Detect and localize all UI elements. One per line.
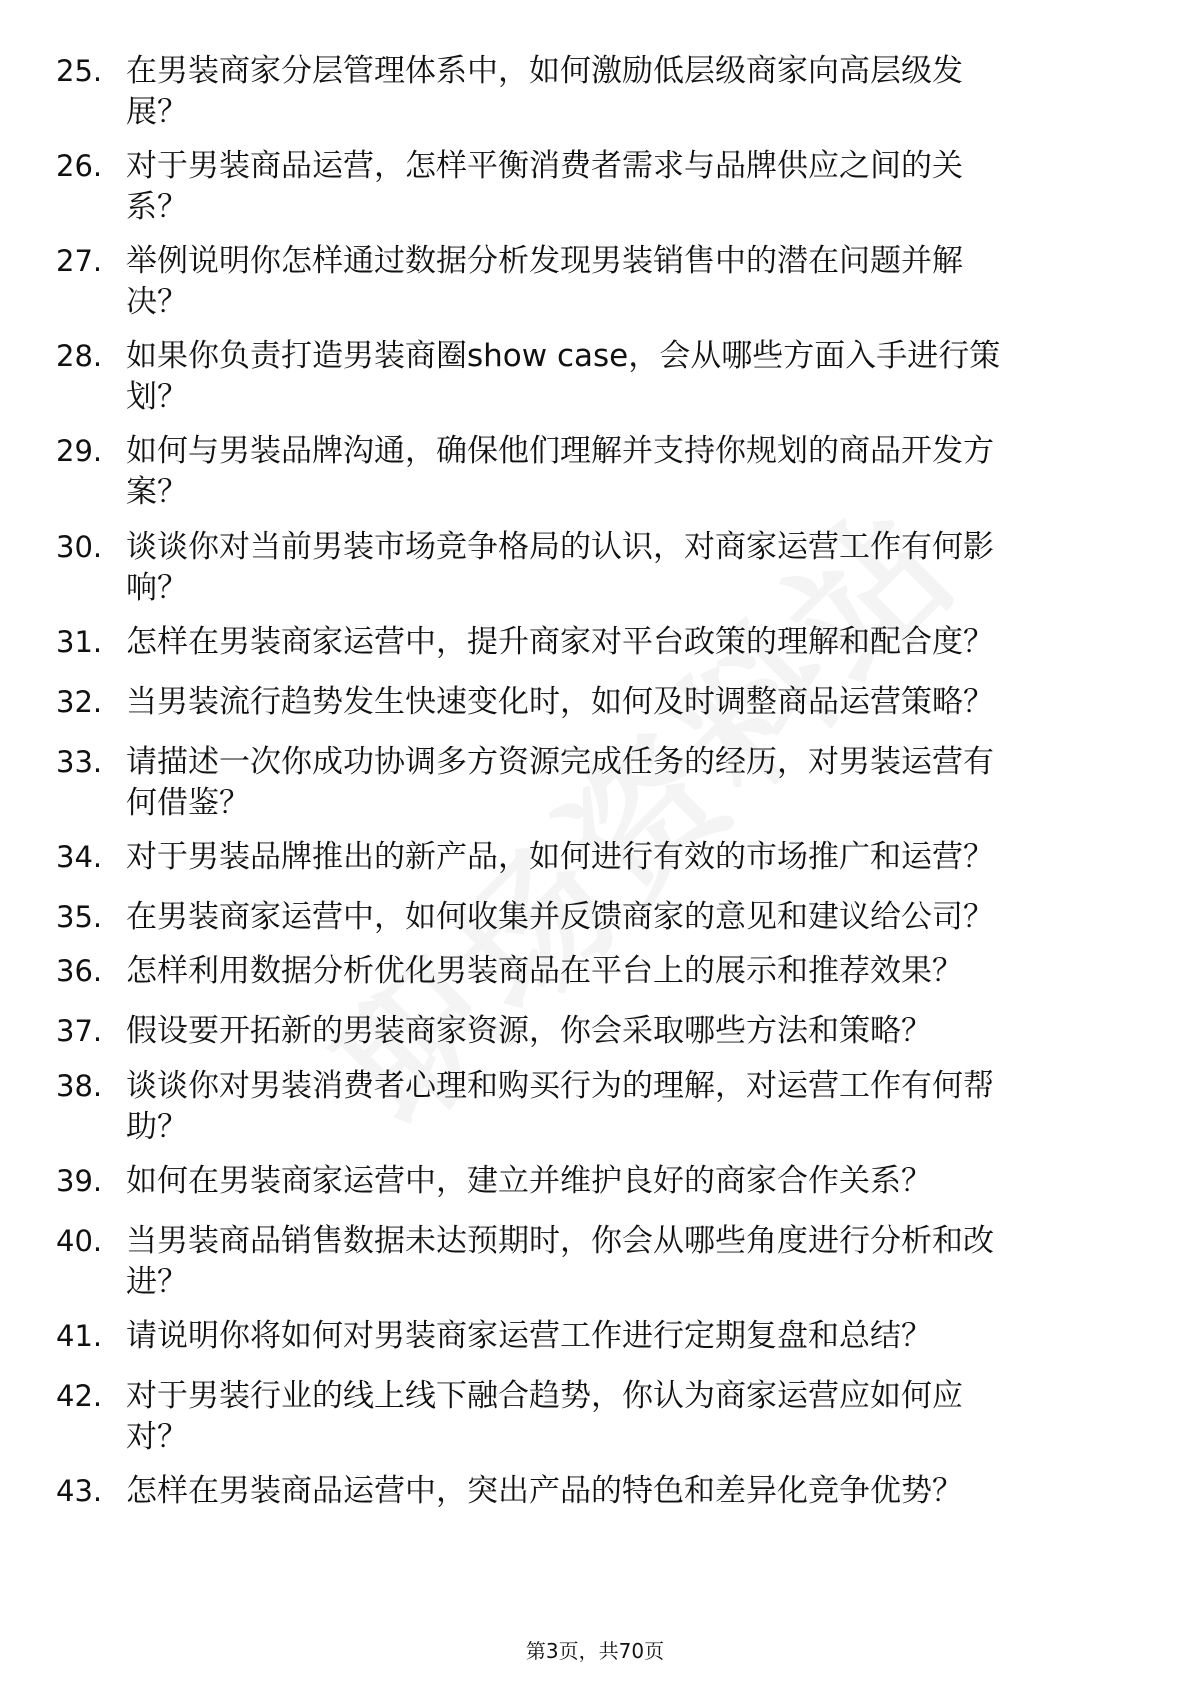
page-footer: 第3页，共70页 <box>525 1639 665 1663</box>
question-number: 28. <box>56 339 103 373</box>
question-text <box>126 837 1116 878</box>
question-number: 37. <box>56 1014 103 1048</box>
question-text-line: 举例说明你怎样通过数据分析发现男装销售中的潜在问题并解 <box>126 243 963 279</box>
question-text-line: 当男装流行趋势发生快速变化时，如何及时调整商品运营策略？ <box>126 684 994 720</box>
question-number: 34. <box>56 840 103 874</box>
question-text-line: 展？ <box>126 94 188 130</box>
question-text-line: 假设要开拓新的男装商家资源，你会采取哪些方法和策略？ <box>126 1013 932 1049</box>
question-text-line: 怎样利用数据分析优化男装商品在平台上的展示和推荐效果？ <box>126 953 963 989</box>
question-text <box>126 682 1116 723</box>
question-text <box>126 897 1116 938</box>
question-number: 39. <box>56 1164 103 1198</box>
question-text <box>126 336 1116 418</box>
question-text <box>126 1376 1116 1458</box>
question-text <box>126 622 1116 663</box>
question-text <box>126 431 1116 513</box>
question-text-line: 如何与男装品牌沟通，确保他们理解并支持你规划的商品开发方 <box>126 433 994 469</box>
question-text <box>126 1066 1116 1148</box>
question-number: 25. <box>56 54 103 88</box>
question-text-line: 请说明你将如何对男装商家运营工作进行定期复盘和总结？ <box>126 1318 932 1354</box>
question-text <box>126 742 1116 824</box>
question-text-line: 在男装商家运营中，如何收集并反馈商家的意见和建议给公司？ <box>126 899 994 935</box>
question-text <box>126 146 1116 228</box>
question-text <box>126 51 1116 133</box>
question-number: 33. <box>56 745 103 779</box>
question-text <box>126 241 1116 323</box>
question-text-line: 决？ <box>126 284 188 320</box>
question-text-line: 谈谈你对男装消费者心理和购买行为的理解，对运营工作有何帮 <box>126 1068 994 1104</box>
question-text-line: 如果你负责打造男装商圈show case，会从哪些方面入手进行策 <box>126 338 1001 374</box>
question-number: 40. <box>56 1224 103 1258</box>
question-number: 27. <box>56 244 103 278</box>
question-text-line: 对于男装商品运营，怎样平衡消费者需求与品牌供应之间的关 <box>126 148 963 184</box>
question-text <box>126 1161 1116 1202</box>
question-text <box>126 1316 1116 1357</box>
question-text-line: 谈谈你对当前男装市场竞争格局的认识，对商家运营工作有何影 <box>126 529 994 565</box>
question-number: 38. <box>56 1069 103 1103</box>
question-number: 29. <box>56 434 103 468</box>
question-text-line: 系？ <box>126 189 188 225</box>
question-text-line: 在男装商家分层管理体系中，如何激励低层级商家向高层级发 <box>126 53 963 89</box>
question-text-line: 当男装商品销售数据未达预期时，你会从哪些角度进行分析和改 <box>126 1223 994 1259</box>
question-text-line: 如何在男装商家运营中，建立并维护良好的商家合作关系？ <box>126 1163 932 1199</box>
question-text-line: 请描述一次你成功协调多方资源完成任务的经历，对男装运营有 <box>126 744 994 780</box>
question-text <box>126 951 1116 992</box>
question-text <box>126 1471 1116 1512</box>
question-number: 35. <box>56 900 103 934</box>
question-number: 41. <box>56 1319 103 1353</box>
question-text <box>126 1221 1116 1303</box>
question-number: 26. <box>56 149 103 183</box>
question-text-line: 对于男装品牌推出的新产品，如何进行有效的市场推广和运营？ <box>126 839 994 875</box>
question-text-line: 助？ <box>126 1109 188 1145</box>
question-text-line: 怎样在男装商品运营中，突出产品的特色和差异化竞争优势？ <box>126 1473 963 1509</box>
question-number: 30. <box>56 530 103 564</box>
question-number: 36. <box>56 954 103 988</box>
question-text-line: 怎样在男装商家运营中，提升商家对平台政策的理解和配合度？ <box>126 624 994 660</box>
question-text-line: 何借鉴？ <box>126 785 250 821</box>
question-text-line: 进？ <box>126 1264 188 1300</box>
question-text-line: 对？ <box>126 1419 188 1455</box>
question-number: 43. <box>56 1474 103 1508</box>
question-text-line: 对于男装行业的线上线下融合趋势，你认为商家运营应如何应 <box>126 1378 963 1414</box>
question-text-line: 划？ <box>126 379 188 415</box>
question-text <box>126 527 1116 609</box>
question-text <box>126 1011 1116 1052</box>
question-text-line: 案？ <box>126 474 188 510</box>
question-number: 31. <box>56 625 103 659</box>
question-number: 42. <box>56 1379 103 1413</box>
question-text-line: 响？ <box>126 570 188 606</box>
question-number: 32. <box>56 685 103 719</box>
